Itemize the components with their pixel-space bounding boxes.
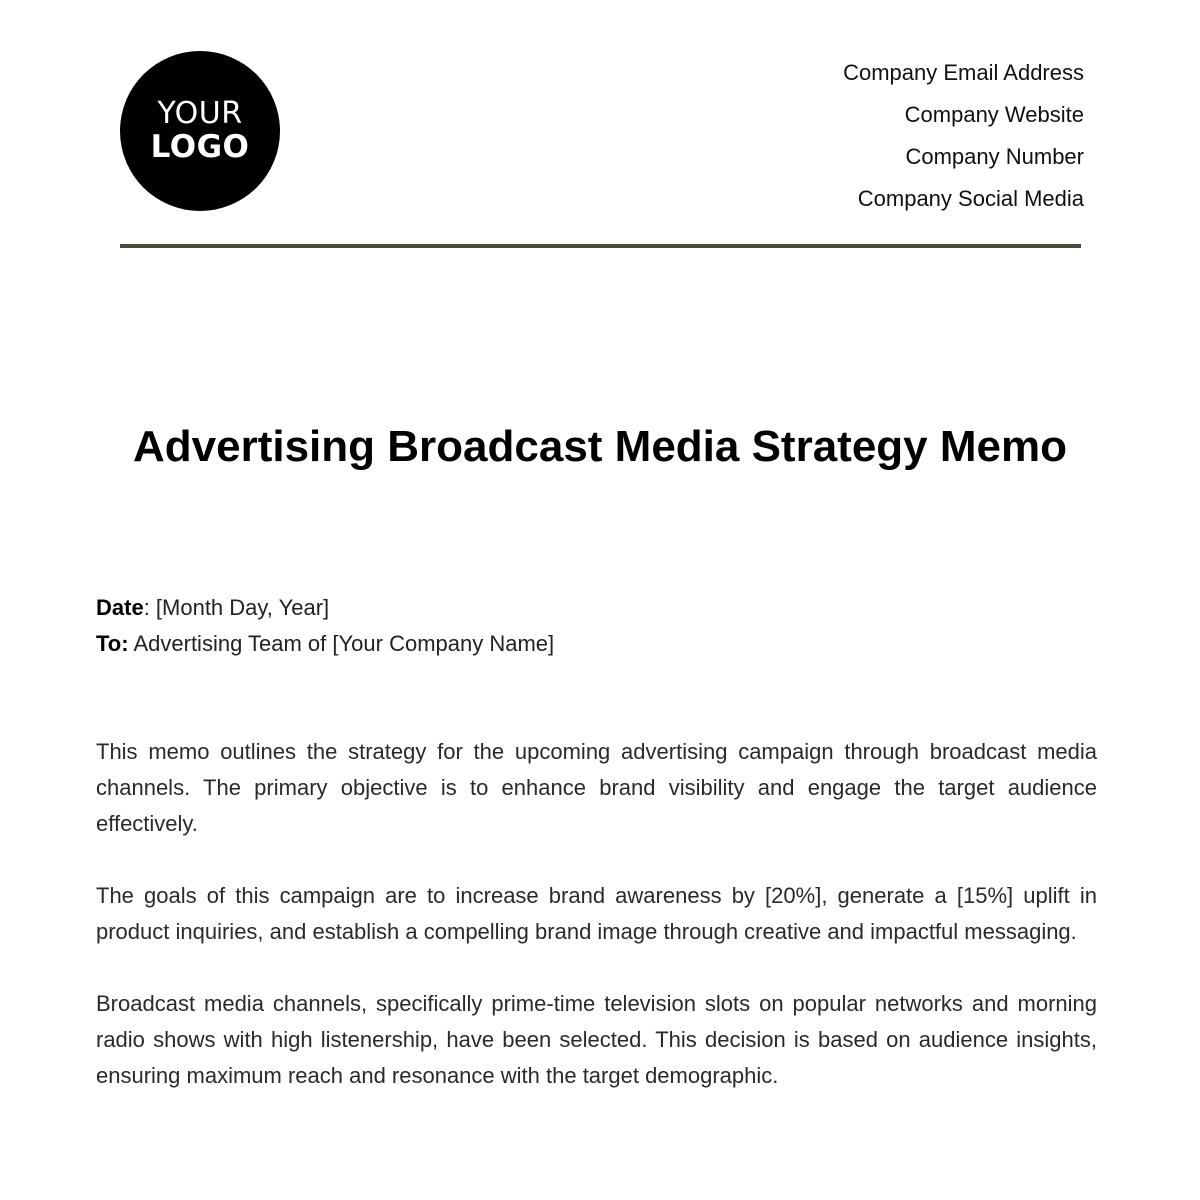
memo-title: Advertising Broadcast Media Strategy Memo xyxy=(132,422,1067,471)
memo-meta xyxy=(96,590,554,662)
logo-text-your: YOUR xyxy=(157,96,243,131)
date-line xyxy=(96,590,554,626)
logo-text-logo: LOGO xyxy=(150,129,250,165)
company-logo xyxy=(120,51,280,211)
company-website: Company Website xyxy=(904,102,1084,127)
company-email: Company Email Address xyxy=(843,60,1084,85)
to-line xyxy=(96,626,554,662)
header-divider xyxy=(120,244,1081,248)
date-label: Date xyxy=(96,595,144,620)
to-label: To: xyxy=(96,631,129,656)
body-paragraph-intro: This memo outlines the strategy for the upcoming advertising campaign through broadcast media channels. The primary objective is to enhance brand visibility and engage the target audience effectively. xyxy=(96,739,1097,836)
company-social-media: Company Social Media xyxy=(857,186,1084,211)
body-paragraph-channels: Broadcast media channels, specifically prime-time television slots on popular networks and morning radio shows with high listenership, have been selected. This decision is based on audience insights, ensuring maximum reach and resonance with the target demographic. xyxy=(96,991,1097,1088)
date-value: : [Month Day, Year] xyxy=(143,595,330,620)
company-number: Company Number xyxy=(905,144,1084,169)
to-value: Advertising Team of [Your Company Name] xyxy=(128,631,555,656)
body-paragraph-goals: The goals of this campaign are to increase brand awareness by [20%], generate a [15%] uplift in product inquiries, and establish a compelling brand image through creative and impactful messaging. xyxy=(96,883,1097,944)
company-contact-block xyxy=(843,52,1084,220)
memo-body xyxy=(96,734,1097,1130)
